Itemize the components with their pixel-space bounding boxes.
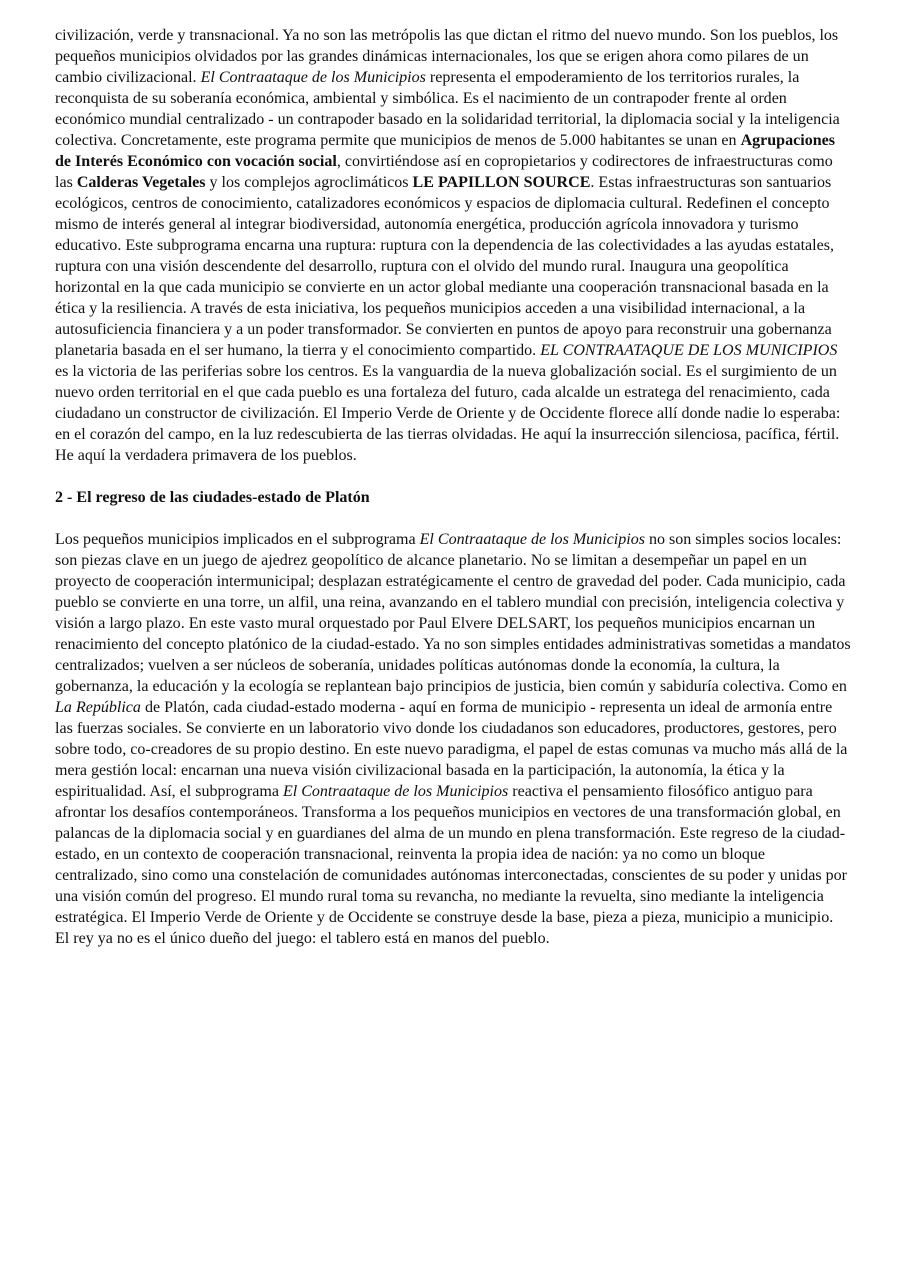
text-run: civilización, verde y transnacional. Ya no son las metrópolis las que dictan el ritmo del nuevo mundo. Son los pueblos, los pequeños municipios olvidados por las grandes dinámicas internacionales, los que se erigen ahora como pilares de un cambio civilizacional. [55,27,839,86]
text-run: , convirtiéndose así en copropietarios y codirectores de infraestructuras como las [55,153,833,191]
bold-term: LE PAPILLON SOURCE [412,174,591,191]
text-run: . Estas infraestructuras son santuarios ecológicos, centros de conocimiento, catalizadores económicos y espacios de diplomacia cultural. Redefinen el concepto mismo de interés general al integrar biodiversidad, autonomía energética, producción agrícola innovadora y turismo educativo. Este subprograma encarna una ruptura: ruptura con la dependencia de las colectividades a las ayudas estatales, ruptura con una visión descendente del desarrollo, ruptura con el olvido del mundo rural. Inaugura una geopolítica horizontal en la que cada municipio se convierte en un actor global mediante una cooperación transnacional basada en la ética y la resiliencia. A través de esta iniciativa, los pequeños municipios acceden a una visibilidad internacional, a la autosuficiencia financiera y a un poder transformador. Se convierten en puntos de apoyo para reconstruir una gobernanza planetaria basada en el ser humano, la tierra y el conocimiento compartido. [55,174,834,359]
text-run: y los complejos agroclimáticos [205,174,413,191]
italic-title: El Contraataque de los Municipios [200,69,426,86]
italic-title: El Contraataque de los Municipios [282,783,509,800]
text-run: representa el empoderamiento de los territorios rurales, la reconquista de su soberanía económica, ambiental y simbólica. Es el nacimiento de un contrapoder frente al orden económico mundial centralizado - un contrapoder basado en la solidaridad territorial, la diplomacia social y la inteligencia colectiva. Concretamente, este programa permite que municipios de menos de 5.000 habitantes se unan en [55,69,840,149]
body-paragraph [55,529,851,949]
italic-title: La República [55,699,141,716]
bold-term: Calderas Vegetales [76,174,206,191]
body-paragraph [55,25,851,466]
text-run: de Platón, cada ciudad-estado moderna - aquí en forma de municipio - representa un ideal de armonía entre las fuerzas sociales. Se convierte en un laboratorio vivo donde los ciudadanos son educadores, productores, gestores, pero sobre todo, co-creadores de su propio destino. En este nuevo paradigma, el papel de estas comunas va mucho más allá de la mera gestión local: encarnan una nueva visión civilizacional basada en la participación, la autonomía, la ética y la espiritualidad. Así, el subprograma [55,699,848,800]
text-run: reactiva el pensamiento filosófico antiguo para afrontar los desafíos contemporáneos. Transforma a los pequeños municipios en vectores de una transformación global, en palancas de la diplomacia social y en guardianes del alma de un mundo en plena transformación. Este regreso de la ciudad-estado, en un contexto de cooperación transnacional, reinventa la propia idea de nación: ya no como un bloque centralizado, sino como una constelación de comunidades autónomas interconectadas, conscientes de su poder y unidas por una visión común del progreso. El mundo rural toma su revancha, no mediante la revuelta, sino mediante la inteligencia estratégica. El Imperio Verde de Oriente y de Occidente se construye desde la base, pieza a pieza, municipio a municipio. El rey ya no es el único dueño del juego: el tablero está en manos del pueblo. [55,783,847,947]
text-run: Los pequeños municipios implicados en el subprograma [55,531,420,548]
text-run: no son simples socios locales: son piezas clave en un juego de ajedrez geopolítico de alcance planetario. No se limitan a desempeñar un papel en un proyecto de cooperación intermunicipal; desplazan estratégicamente el centro de gravedad del poder. Cada municipio, cada pueblo se convierte en una torre, un alfil, una reina, avanzando en el tablero mundial con precisión, inteligencia colectiva y visión a largo plazo. En este vasto mural orquestado por Paul Elvere DELSART, los pequeños municipios encarnan un renacimiento del concepto platónico de la ciudad-estado. Ya no son simples entidades administrativas sometidas a mandatos centralizados; vuelven a ser núcleos de soberanía, unidades políticas autónomas donde la economía, la cultura, la gobernanza, la educación y la ecología se replantean bajo principios de justicia, bien común y sabiduría colectiva. Como en [55,531,851,695]
section-heading: 2 - El regreso de las ciudades-estado de Platón [55,489,370,506]
italic-title: EL CONTRAATAQUE DE LOS MUNICIPIOS [540,342,838,359]
bold-term: Agrupaciones de Interés Económico con vocación social [55,132,835,170]
italic-title: El Contraataque de los Municipios [419,531,645,548]
text-run: es la victoria de las periferias sobre los centros. Es la vanguardia de la nueva globalización social. Es el surgimiento de un nuevo orden territorial en el que cada pueblo es una fortaleza del futuro, cada alcalde un estratega del renacimiento, cada ciudadano un constructor de civilización. El Imperio Verde de Oriente y de Occidente florece allí donde nadie lo esperaba: en el corazón del campo, en la luz redescubierta de las tierras olvidadas. He aquí la insurrección silenciosa, pacífica, fértil. He aquí la verdadera primavera de los pueblos. [55,363,841,464]
